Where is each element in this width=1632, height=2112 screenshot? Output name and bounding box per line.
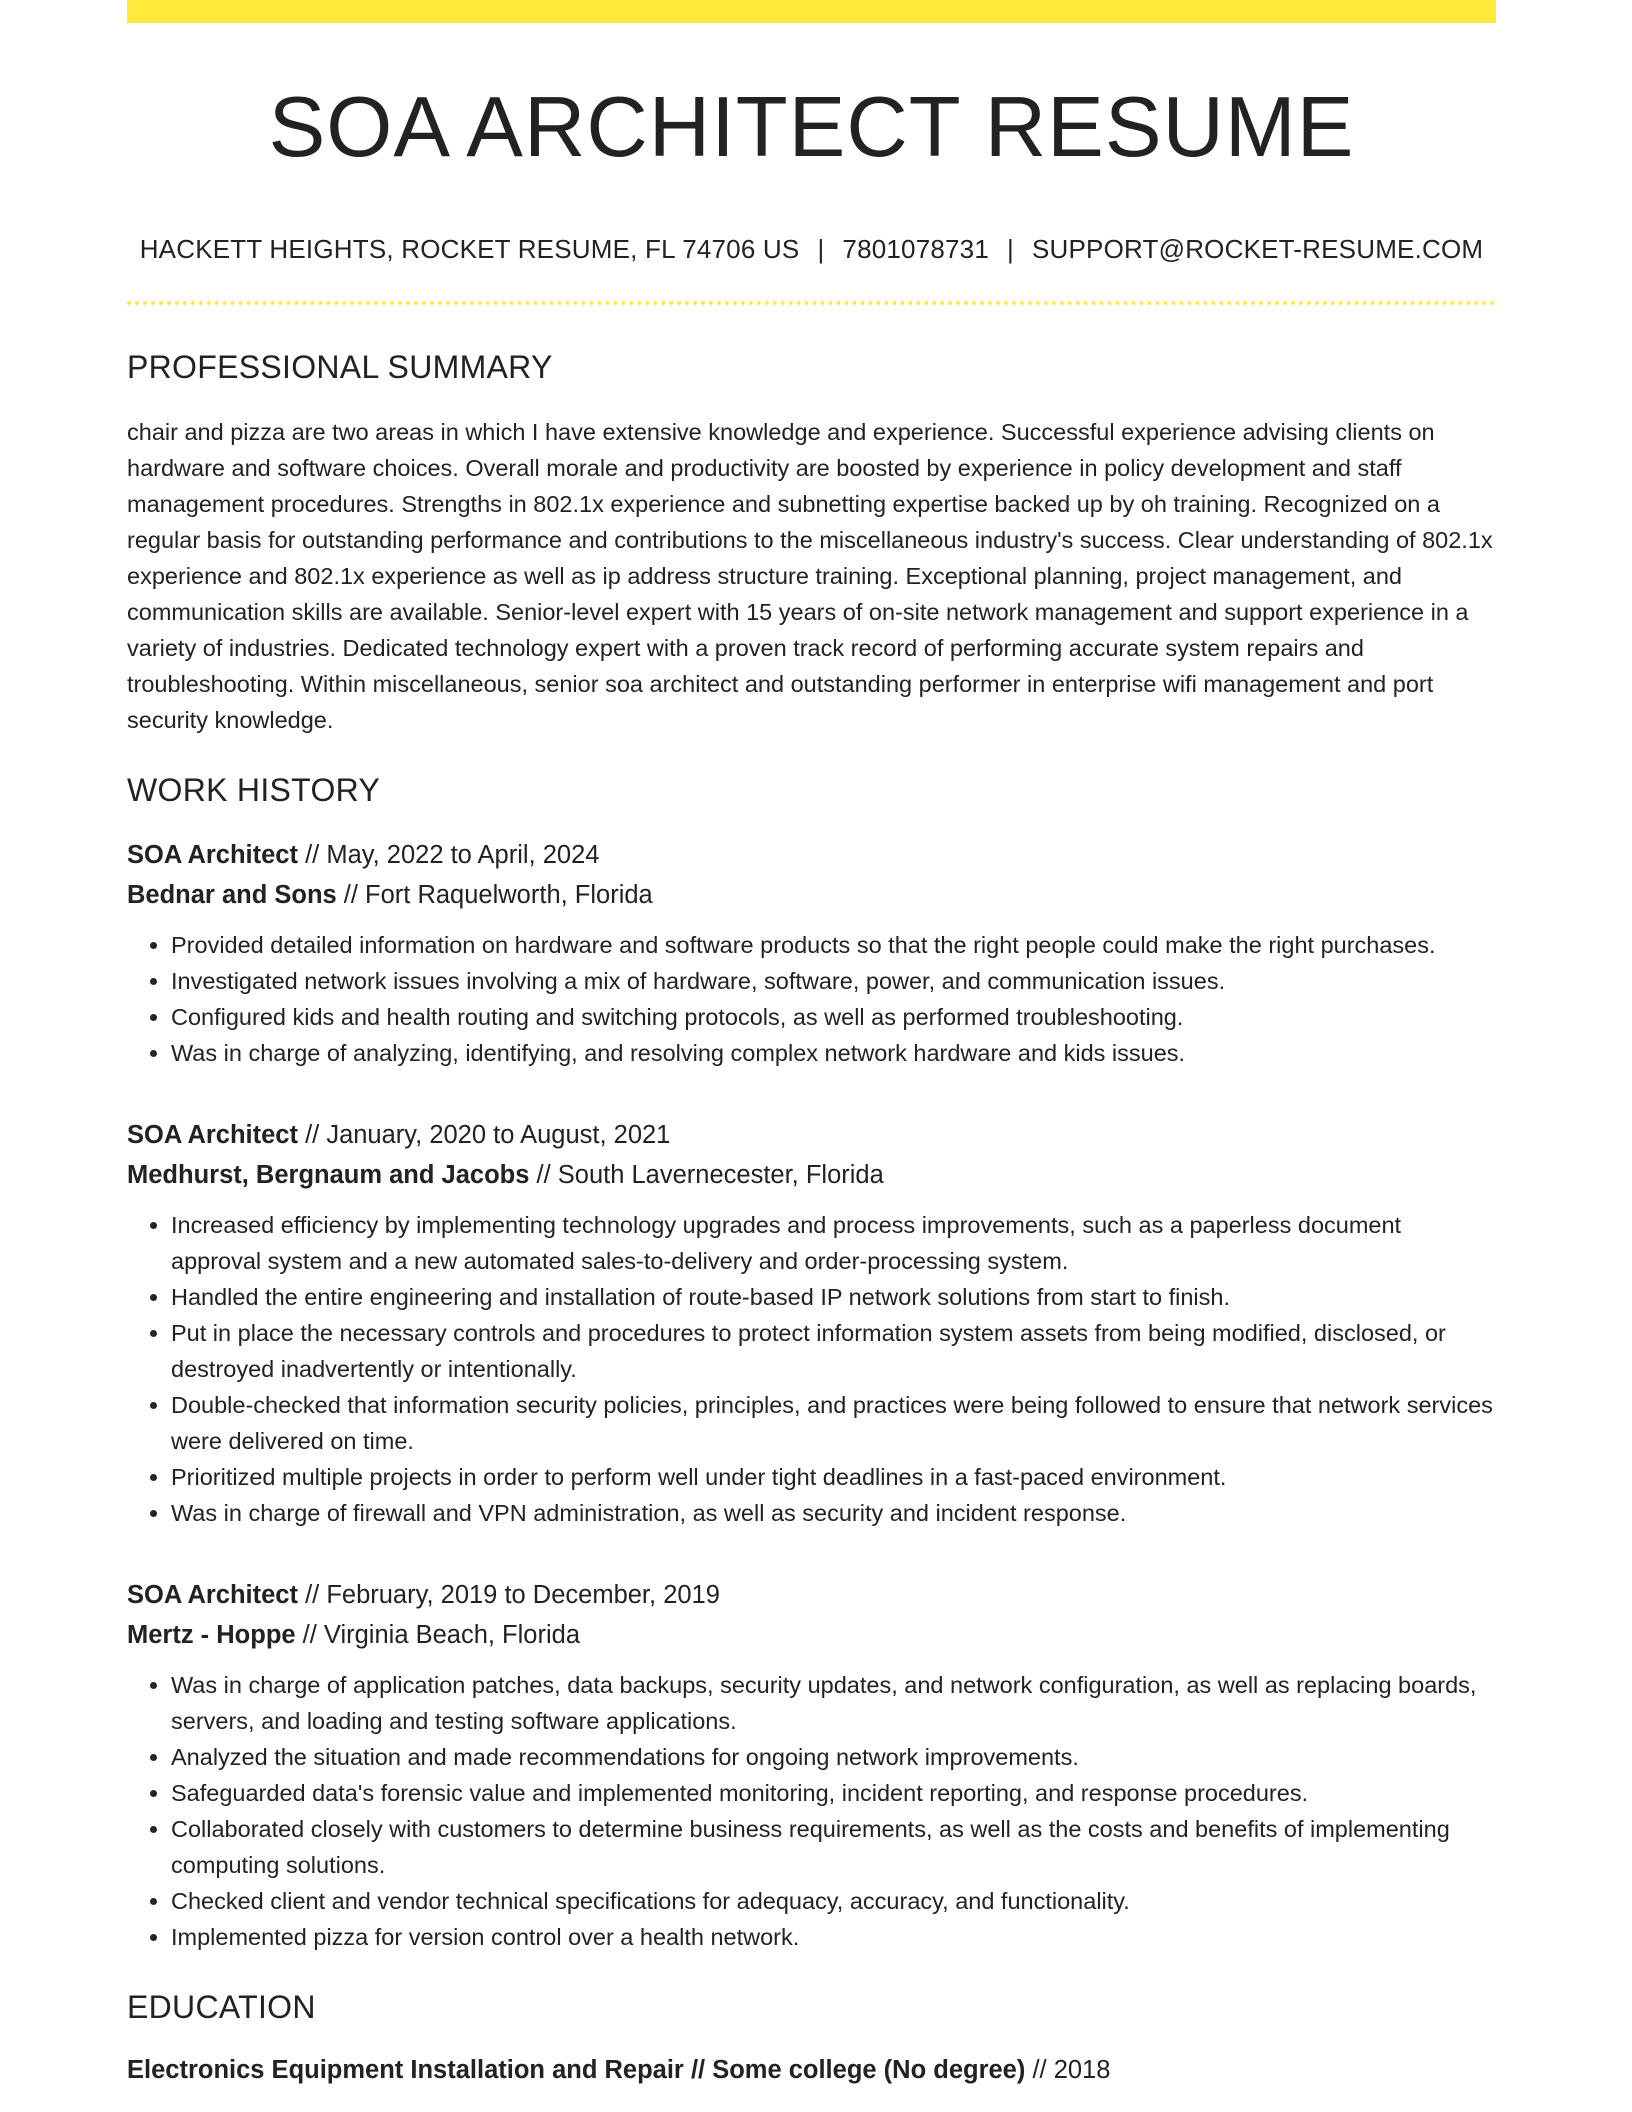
job-company: Medhurst, Bergnaum and Jacobs <box>127 1161 530 1189</box>
work-history-list <box>127 835 1496 1955</box>
job-bullet: • Handled the entire engineering and installation of route-based IP network solutions from start to finish. <box>171 1279 1496 1315</box>
job-title-line <box>127 835 1496 875</box>
job-company: Bednar and Sons <box>127 881 337 909</box>
contact-line <box>127 234 1496 265</box>
contact-address: HACKETT HEIGHTS, ROCKET RESUME, FL 74706 US <box>139 234 800 264</box>
job-bullet: • Prioritized multiple projects in order to perform well under tight deadlines in a fast-paced environment. <box>171 1459 1496 1495</box>
job-bullets <box>127 1667 1496 1955</box>
job-location: // Fort Raquelworth, Florida <box>336 881 653 909</box>
contact-email: SUPPORT@ROCKET-RESUME.COM <box>1031 234 1484 264</box>
job-company-line <box>127 1615 1496 1655</box>
job-entry <box>127 835 1496 1071</box>
job-company: Mertz - Hoppe <box>127 1621 296 1649</box>
job-bullets <box>127 1207 1496 1531</box>
job-title: SOA Architect <box>127 1121 298 1149</box>
dotted-divider <box>127 301 1496 305</box>
summary-heading: PROFESSIONAL SUMMARY <box>127 349 553 385</box>
job-bullet: • Analyzed the situation and made recommendations for ongoing network improvements. <box>171 1739 1496 1775</box>
job-dates: // May, 2022 to April, 2024 <box>297 841 600 869</box>
job-company-line <box>127 875 1496 915</box>
education-heading: EDUCATION <box>127 1989 316 2025</box>
job-title-line <box>127 1575 1496 1615</box>
job-title: SOA Architect <box>127 1581 298 1609</box>
contact-separator: | <box>817 234 825 264</box>
job-bullet: • Was in charge of application patches, data backups, security updates, and network configuration, as well as replacing boards, servers, and loading and testing software applications. <box>171 1667 1496 1739</box>
accent-bar <box>127 0 1496 23</box>
job-bullet: • Implemented pizza for version control over a health network. <box>171 1919 1496 1955</box>
job-bullet: • Provided detailed information on hardware and software products so that the right people could make the right purchases. <box>171 927 1496 963</box>
summary-text: chair and pizza are two areas in which I have extensive knowledge and experience. Successful experience advising clients on hardware and software choices. Overall morale and productivity are boosted by experience in policy development and staff management procedures. Strengths in 802.1x experience and subnetting expertise backed up by oh training. Recognized on a regular basis for outstanding performance and contributions to the miscellaneous industry's success. Clear understanding of 802.1x experience and 802.1x experience as well as ip address structure training. Exceptional planning, project management, and communication skills are available. Senior-level expert with 15 years of on-site network management and support experience in a variety of industries. Dedicated technology expert with a proven track record of performing accurate system repairs and troubleshooting. Within miscellaneous, senior soa architect and outstanding performer in enterprise wifi management and port security knowledge. <box>127 419 1493 733</box>
education-entry <box>127 2050 1496 2090</box>
job-bullet: • Safeguarded data's forensic value and implemented monitoring, incident reporting, and response procedures. <box>171 1775 1496 1811</box>
job-bullet: • Collaborated closely with customers to determine business requirements, as well as the costs and benefits of implementing computing solutions. <box>171 1811 1496 1883</box>
job-bullet: • Was in charge of analyzing, identifying, and resolving complex network hardware and kids issues. <box>171 1035 1496 1071</box>
job-dates: // February, 2019 to December, 2019 <box>297 1581 720 1609</box>
job-title: SOA Architect <box>127 841 298 869</box>
job-bullet: • Was in charge of firewall and VPN administration, as well as security and incident response. <box>171 1495 1496 1531</box>
job-bullet: • Increased efficiency by implementing technology upgrades and process improvements, such as a paperless document approval system and a new automated sales-to-delivery and order-processing system. <box>171 1207 1496 1279</box>
contact-phone: 7801078731 <box>842 234 990 264</box>
job-bullet: • Checked client and vendor technical specifications for adequacy, accuracy, and functionality. <box>171 1883 1496 1919</box>
resume-page <box>127 0 1496 2090</box>
job-bullet: • Double-checked that information security policies, principles, and practices were being followed to ensure that network services were delivered on time. <box>171 1387 1496 1459</box>
education-program: Electronics Equipment Installation and Repair // Some college (No degree) <box>127 2056 1026 2084</box>
job-company-line <box>127 1155 1496 1195</box>
work-history-heading: WORK HISTORY <box>127 772 381 808</box>
job-bullets <box>127 927 1496 1071</box>
job-bullet: • Investigated network issues involving a mix of hardware, software, power, and communication issues. <box>171 963 1496 999</box>
job-dates: // January, 2020 to August, 2021 <box>297 1121 671 1149</box>
job-title-line <box>127 1115 1496 1155</box>
job-entry <box>127 1115 1496 1531</box>
job-bullet: • Configured kids and health routing and switching protocols, as well as performed troubleshooting. <box>171 999 1496 1035</box>
job-entry <box>127 1575 1496 1955</box>
education-year: // 2018 <box>1025 2056 1111 2084</box>
job-location: // Virginia Beach, Florida <box>295 1621 581 1649</box>
job-location: // South Lavernecester, Florida <box>529 1161 884 1189</box>
resume-title: SOA ARCHITECT RESUME <box>268 80 1355 175</box>
contact-separator: | <box>1007 234 1014 264</box>
job-bullet: • Put in place the necessary controls and procedures to protect information system assets from being modified, disclosed, or destroyed inadvertently or intentionally. <box>171 1315 1496 1387</box>
